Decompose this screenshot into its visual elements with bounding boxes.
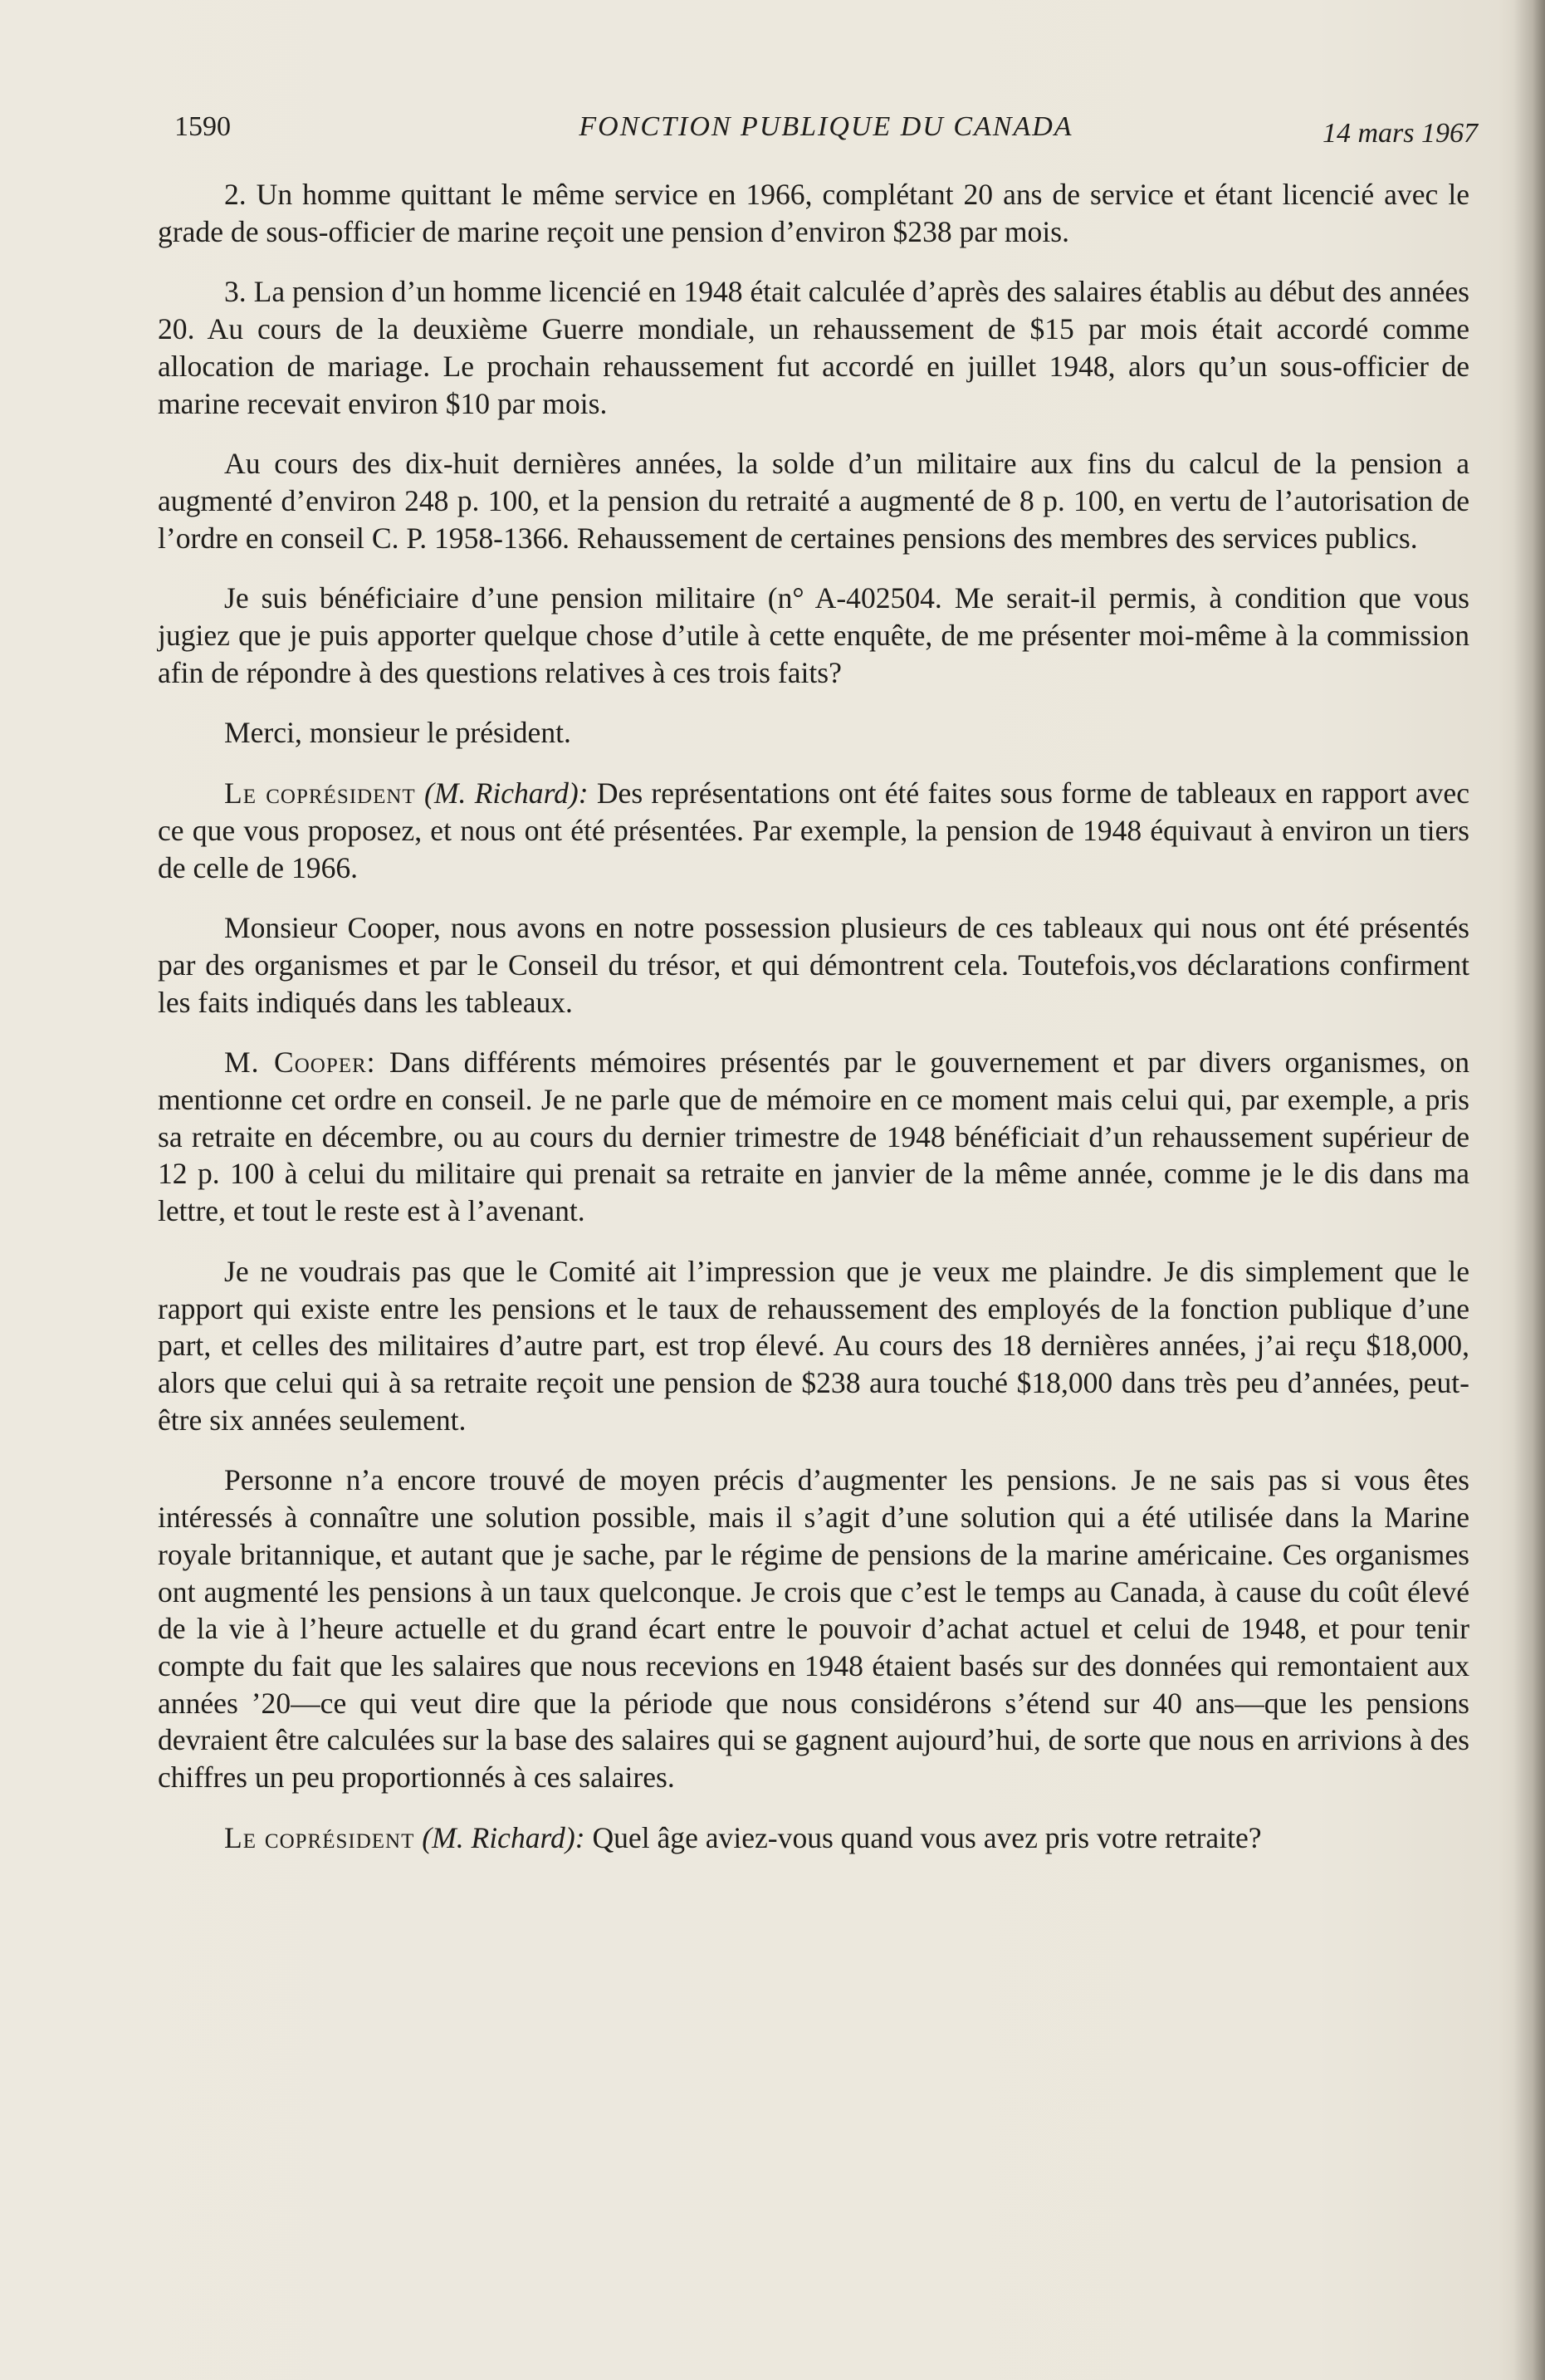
speaker-detail: (M. Richard):	[423, 776, 589, 810]
paragraph	[158, 273, 1469, 422]
binding-edge-shadow	[1513, 0, 1545, 2380]
paragraph-text: Quel âge aviez-vous quand vous avez pris votre retraite?	[584, 1820, 1262, 1854]
paragraph-text: Je ne voudrais pas que le Comité ait l’impression que je veux me plaindre. Je dis simplement que le rapport qui existe entre les pensions et le taux de rehaussement des employés de la fonction publique d’une part, et celles des militaires d’autre part, est trop élevé. Au cours des 18 dernières années, j’ai reçu $18,000, alors que celui qui à sa retraite reçoit une pension de $238 aura touché $18,000 dans très peu d’années, peut-être six années seulement.	[158, 1254, 1469, 1437]
speaker-detail: (M. Richard):	[422, 1820, 585, 1854]
body-text	[158, 176, 1469, 1879]
paragraph-text: Personne n’a encore trouvé de moyen précis d’augmenter les pensions. Je ne sais pas si vous êtes intéressés à connaître une solution possible, mais il s’agit d’une solution qui a été utilisée dans la Marine royale britannique, et autant que je sache, par le régime de pensions de la marine américaine. Ces organismes ont augmenté les pensions à un taux quelconque. Je crois que c’est le temps au Canada, à cause du coût élevé de la vie à l’heure actuelle et du grand écart entre le pouvoir d’achat actuel et celui de 1948, et pour tenir compte du fait que les salaires que nous recevions en 1948 étaient basés sur des données qui remontaient aux années ’20—ce qui veut dire que la période que nous considérons s’étend sur 40 ans—que les pensions devraient être calculées sur la base des salaires qui se gagnent aujourd’hui, de sorte que nous en arrivions à des chiffres un peu proportionnés à ces salaires.	[158, 1463, 1469, 1795]
paragraph	[158, 714, 1469, 752]
header-date: 14 mars 1967	[1322, 118, 1478, 149]
page-header	[174, 111, 1478, 161]
paragraph	[158, 445, 1469, 556]
paragraph	[158, 775, 1469, 886]
page-number: 1590	[174, 111, 231, 142]
paragraph	[158, 1819, 1469, 1857]
paragraph	[158, 1044, 1469, 1230]
paragraph-text: 3. La pension d’un homme licencié en 1948 était calculée d’après des salaires établis au début des années 20. Au cours de la deuxième Guerre mondiale, un rehaussement de $15 par mois était accordé comme allocation de mariage. Le prochain rehaussement fut accordé en juillet 1948, alors qu’un sous-officier de marine recevait environ $10 par mois.	[158, 275, 1469, 420]
paragraph	[158, 580, 1469, 691]
speaker-name: Le coprésident	[224, 776, 416, 810]
paragraph-text: Dans différents mémoires présentés par le gouvernement et par divers organismes, on mentionne cet ordre en conseil. Je ne parle que de mémoire en ce moment mais celui qui, par exemple, a pris sa retraite en décembre, ou au cours du dernier trimestre de 1948 bénéficiait d’un rehaussement supérieur de 12 p. 100 à celui du militaire qui prenait sa retraite en janvier de la même année, comme je le dis dans ma lettre, et tout le reste est à l’avenant.	[158, 1046, 1469, 1228]
speaker-name: Le coprésident	[224, 1820, 415, 1854]
paragraph-text: Des représentations ont été faites sous forme de tableaux en rapport avec ce que vous proposez, et nous ont été présentées. Par exemple, la pension de 1948 équivaut à environ un tiers de celle de 1966.	[158, 776, 1469, 884]
paragraph	[158, 909, 1469, 1021]
paragraph-text: Monsieur Cooper, nous avons en notre possession plusieurs de ces tableaux qui nous ont été présentés par des organismes et par le Conseil du trésor, et qui démontrent cela. Toutefois,vos déclarations confirment les faits indiqués dans les tableaux.	[158, 911, 1469, 1019]
paragraph	[158, 1253, 1469, 1439]
speaker-name: M. Cooper:	[224, 1046, 376, 1080]
paragraph-text: Au cours des dix-huit dernières années, la solde d’un militaire aux fins du calcul de la pension a augmenté d’environ 248 p. 100, et la pension du retraité a augmenté de 8 p. 100, en vertu de l’autorisation de l’ordre en conseil C. P. 1958-1366. Rehaussement de certaines pensions des membres des services publics.	[158, 447, 1469, 555]
paragraph-text: 2. Un homme quittant le même service en 1966, complétant 20 ans de service et étant licencié avec le grade de sous-officier de marine reçoit une pension d’environ $238 par mois.	[158, 178, 1469, 248]
running-title: FONCTION PUBLIQUE DU CANADA	[579, 111, 1073, 142]
paragraph	[158, 176, 1469, 250]
paragraph-text: Je suis bénéficiaire d’une pension militaire (n° A-402504. Me serait-il permis, à condition que vous jugiez que je puis apporter quelque chose d’utile à cette enquête, de me présenter moi-même à la commission afin de répondre à des questions relatives à ces trois faits?	[158, 581, 1469, 689]
paragraph-text: Merci, monsieur le président.	[224, 716, 571, 750]
paragraph	[158, 1462, 1469, 1795]
